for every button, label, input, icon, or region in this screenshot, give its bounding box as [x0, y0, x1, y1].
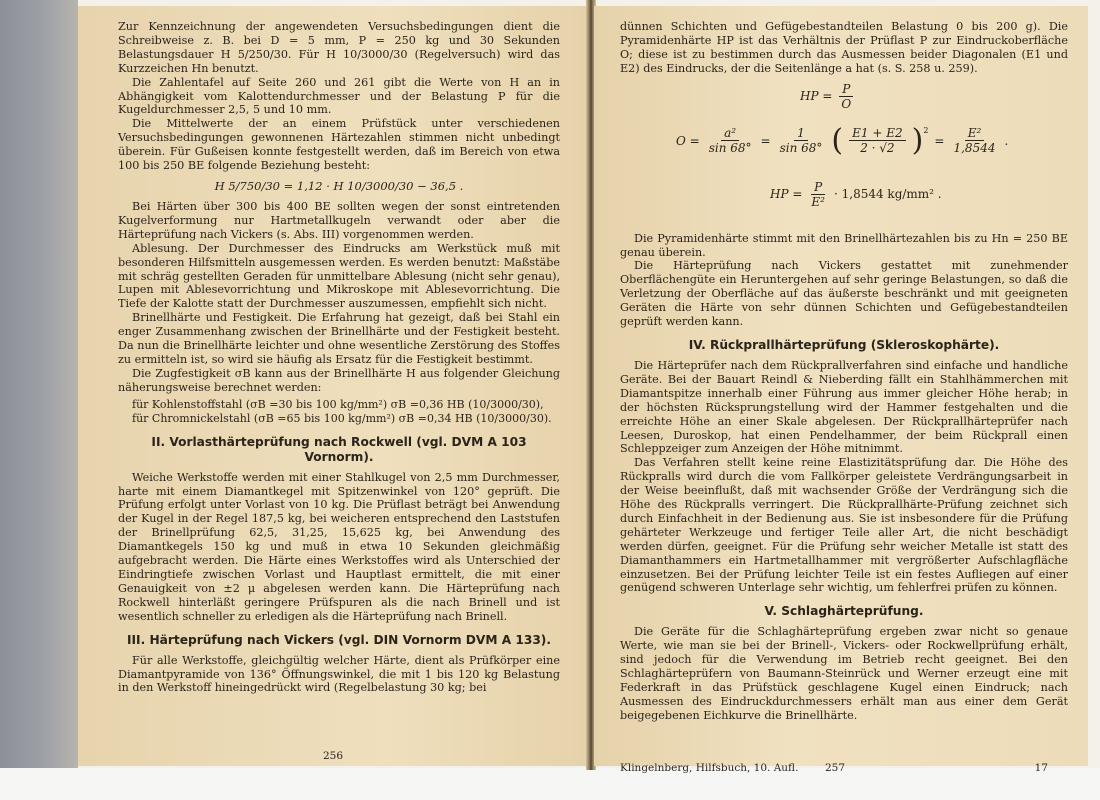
formula-hp-result: HP = $\frac{P}{\text{E²}}$ · 1,8544 kg/mm² .: [770, 179, 942, 209]
footer-book-title: Klingelnberg, Hilfsbuch, 10. Aufl.: [620, 762, 799, 774]
scan-border-bottom: [0, 768, 1100, 800]
list-line-chromnickelstahl: für Chromnickelstahl (σB =65 bis 100 kg/mm²) σB =0,34 HB (10/3000/30).: [132, 411, 552, 425]
left-paragraph: Die Zahlentafel auf Seite 260 und 261 gibt die Werte von H an in Abhängigkeit vom Kalottendurchmesser und der Belastung P für die Kugeldurchmesser 2,5, 5 und 10 mm.: [118, 75, 560, 117]
section-heading-schlag: V. Schlaghärteprüfung.: [764, 604, 924, 619]
right-paragraph: Das Verfahren stellt keine reine Elastizitätsprüfung dar. Die Höhe des Rückpralls wird durch die vom Fallkörper geleistete Verdrängungsarbeit in der Weise beeinflußt, daß mit wachsender Größe der Verdrängung sich die Höhe des Rückpralls verringert. Die Rückprallhärte-Prüfung zeichnet sich durch Einfachheit in der Bedienung aus. Sie ist insbesondere für die Prüfung gehärteter Werkzeuge und fertiger Teile aller Art, die nicht beschädigt werden dürfen, geeignet. Für die Prüfung sehr weicher Metalle ist statt des Diamanthammers ein Hartmetallhammer mit vergrößerter Aufschlagfläche einzusetzen. Bei der Prüfung leichter Teile ist ein festes Aufliegen auf einer genügend schweren Unterlage sehr wichtig, um fehlerfrei prüfen zu können.: [620, 456, 1068, 595]
page-number-left: 256: [322, 750, 344, 762]
left-paragraph: Die Zugfestigkeit σB kann aus der Brinellhärte H aus folgender Gleichung näherungsweise berechnet werden:: [118, 366, 560, 394]
formula-o: O = $\frac{\text{a²}}{\sin 68^\circ}$ = $\frac{1}{\sin 68^\circ}$ ( $\frac{E1 + E2}{2 \cdot √2}$ ) 2 = $\frac{\text{E²}}{1,8544}$ .: [676, 122, 1009, 158]
vickers-formula-block: [620, 78, 1068, 228]
scan-border-left: [0, 0, 78, 800]
left-paragraph: Brinellhärte und Festigkeit. Die Erfahrung hat gezeigt, daß bei Stahl ein enger Zusammenhang zwischen der Brinellhärte und der Festigkeit besteht. Da nun die Brinellhärte leichter und ohne wesentliche Zerstörung des Stoffes zu ermitteln ist, so wird sie häufig als Ersatz für die Festigkeit bestimmt.: [118, 311, 560, 366]
right-page: [594, 6, 1088, 774]
right-paragraph: Die Härteprüfer nach dem Rückprallverfahren sind einfache und handliche Geräte. Bei der Bauart Reindl & Nieberding fällt ein Stahlhämmerchen mit Diamantspitze innerhalb einer Führung aus immer gleicher Höhe herab; in der höchsten Rücksprungstellung wird der Hammer festgehalten und die erreichte Höhe an einer Skale abgelesen. Der Rückprallhärteprüfer nach Leesen, Duroskop, hat einen Pendelhammer, der beim Rückprall einen Schleppzeiger zum Anzeigen der Höhe mitnimmt.: [620, 358, 1068, 456]
right-paragraph: dünnen Schichten und Gefügebestandteilen Belastung 0 bis 200 g). Die Pyramidenhärte HP ist das Verhältnis der Prüflast P zur Eindruckoberfläche O; diese ist zu bestimmen durch das Ausmessen beider Diagonalen (E1 und E2) des Eindrucks, der die Seitenlänge a hat (s. S. 258 u. 259).: [620, 20, 1068, 75]
right-paragraph: Die Geräte für die Schlaghärteprüfung ergeben zwar nicht so genaue Werte, wie man sie bei der Brinell-, Vickers- oder Rockwellprüfung erhält, sind jedoch für die Verwendung im Betrieb recht geeignet. Bei den Schlaghärteprüfern von Baumann-Steinrück und Werner erzeugt eine mit Federkraft in das Prüfstück geschlagene Kugel einen Eindruck; nach Ausmessen des Eindruckdurchmessers erhält man aus einer dem Gerät beigegebenen Eichkurve die Brinellhärte.: [620, 625, 1068, 722]
signature-mark: 17: [1034, 762, 1048, 774]
left-paragraph: Bei Härten über 300 bis 400 BE sollten wegen der sonst eintretenden Kugelverformung nur Hartmetallkugeln verwandt oder aber die Härteprüfung nach Vickers (s. Abs. III) vorgenommen werden.: [118, 199, 560, 241]
left-paragraph: Für alle Werkstoffe, gleichgültig welcher Härte, dient als Prüfkörper eine Diamantpyramide von 136° Öffnungswinkel, die mit 1 bis 120 kg Belastung in den Werkstoff hineingedrückt wird (Regelbelastung 30 kg; bei: [118, 653, 560, 695]
formula-hp: HP = $\frac{P}{O}$: [800, 82, 854, 111]
left-paragraph: Weiche Werkstoffe werden mit einer Stahlkugel von 2,5 mm Durchmesser, harte mit einem Diamantkegel mit Spitzenwinkel von 120° geprüft. Die Prüfung erfolgt unter Vorlast von 10 kg. Die Prüflast beträgt bei Anwendung der Kugel in der Regel 187,5 kg, bei weicheren entsprechend den Laststufen der Brinellprüfung 62,5, 31,25, 15,625 kg, bei Anwendung des Diamantkegels 150 kg und muß in etwa 10 Sekunden gleichmäßig aufgebracht werden. Die Härte eines Werkstoffes wird als Unterschied der Eindringtiefe zwischen Vorlast und Hauptlast ermittelt, die mit einer Genauigkeit von ±2 μ abgelesen werden kann. Die Härteprüfung nach Rockwell hinterläßt geringere Prüfspuren als die nach Brinell und ist wesentlich schneller zu erledigen als die Härteprüfung nach Brinell.: [118, 470, 560, 623]
right-paragraph: Die Pyramidenhärte stimmt mit den Brinellhärtezahlen bis zu Hn = 250 BE genau überein.: [620, 231, 1068, 259]
left-paragraph: Zur Kennzeichnung der angewendeten Versuchsbedingungen dient die Schreibweise z. B. bei D = 5 mm, P = 250 kg und 30 Sekunden Belastungsdauer H 5/250/30. Für H 10/3000/30 (Regelversuch) wird das Kurzzeichen Hn benutzt.: [118, 20, 560, 75]
left-paragraph: Ablesung. Der Durchmesser des Eindrucks am Werkstück muß mit besonderen Hilfsmitteln ausgemessen werden. Es werden benutzt: Maßstäbe mit schräg gestellten Geraden für unmittelbare Ablesung (nicht sehr genau), Lupen mit Ablesevorrichtung und Mikroskope mit Ablesevorrichtung. Die Tiefe der Kalotte statt der Durchmesser auszumessen, empfiehlt sich nicht.: [118, 241, 560, 311]
formula-gusseisen: H 5/750/30 = 1,12 · H 10/3000/30 − 36,5 .: [214, 178, 464, 193]
section-heading-vickers: III. Härteprüfung nach Vickers (vgl. DIN Vornorm DVM A 133).: [126, 632, 552, 647]
section-heading-rockwell: II. Vorlasthärteprüfung nach Rockwell (vgl. DVM A 103 Vornorm).: [151, 434, 527, 464]
page-number-right: 257: [825, 762, 846, 774]
list-line-kohlenstoffstahl: für Kohlenstoffstahl (σB =30 bis 100 kg/mm²) σB =0,36 HB (10/3000/30),: [132, 397, 544, 411]
section-heading-rueckprall: IV. Rückprallhärteprüfung (Skleroskophärte).: [688, 337, 1000, 352]
left-paragraph: Die Mittelwerte der an einem Prüfstück unter verschiedenen Versuchsbedingungen gewonnenen Härtezahlen stimmen nicht unbedingt überein. Für Gußeisen konnte festgestellt werden, daß im Bereich von etwa 100 bis 250 BE folgende Beziehung besteht:: [118, 117, 560, 173]
left-page: [78, 6, 588, 766]
right-paragraph: Die Härteprüfung nach Vickers gestattet mit zunehmender Oberflächengüte ein Heruntergehen auf sehr geringe Belastungen, so daß die Verletzung der Oberfläche auf das äußerste beschränkt und mit geeigneten Geräten die Härte von sehr dünnen Schichten und Gefügebestandteilen geprüft werden kann.: [620, 259, 1068, 329]
